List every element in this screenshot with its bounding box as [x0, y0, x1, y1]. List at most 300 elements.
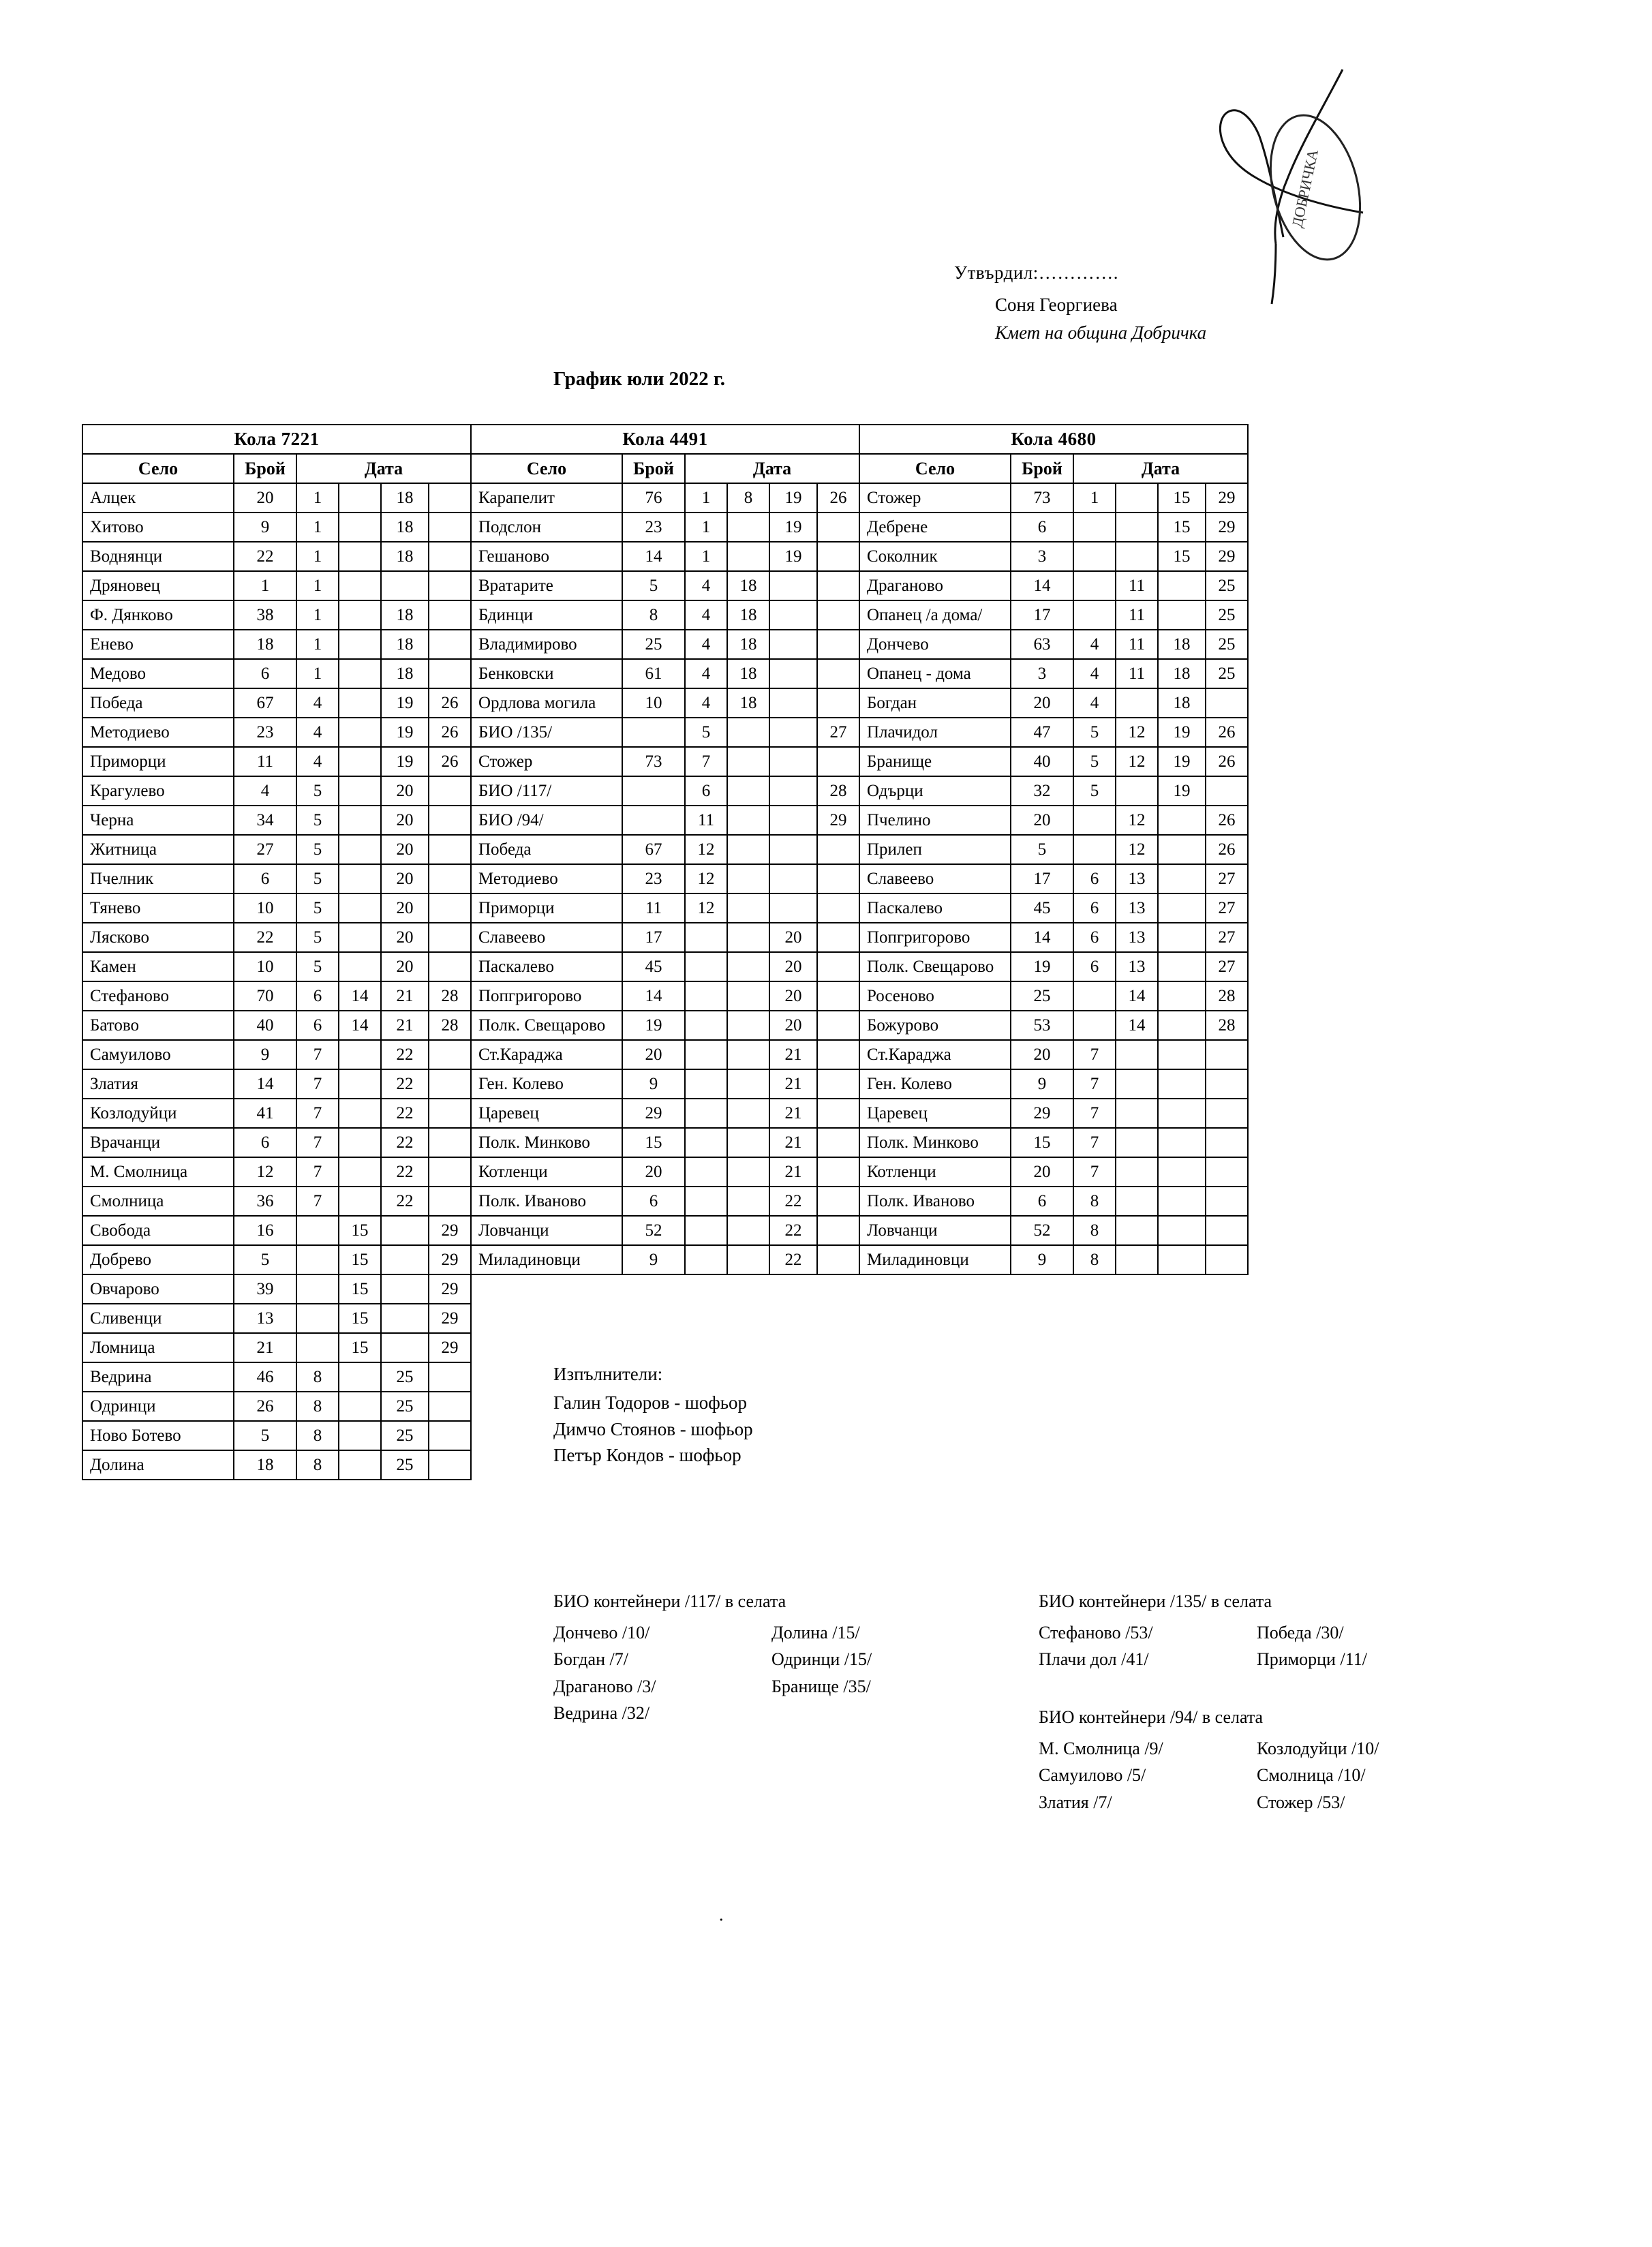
cell-count: 14: [622, 981, 685, 1011]
cell-count: 18: [234, 630, 296, 659]
empty-cell: [859, 1362, 1011, 1392]
cell-date: [339, 542, 381, 571]
cell-count: 5: [1011, 835, 1073, 864]
cell-date: [429, 659, 471, 688]
cell-date: [339, 600, 381, 630]
cell-date: [1158, 1187, 1206, 1216]
table-row: [82, 630, 1248, 659]
cell-village: Ген. Колево: [471, 1069, 622, 1099]
cell-date: 4: [685, 630, 727, 659]
cell-count: 20: [622, 1040, 685, 1069]
header-village: Село: [471, 454, 622, 483]
cell-date: [339, 1450, 381, 1480]
cell-date: 8: [296, 1450, 339, 1480]
cell-village: Полк. Иваново: [471, 1187, 622, 1216]
cell-date: 20: [381, 806, 429, 835]
cell-count: 10: [622, 688, 685, 718]
cell-date: [429, 806, 471, 835]
empty-cell: [1158, 1304, 1206, 1333]
cell-count: 14: [622, 542, 685, 571]
cell-date: [1158, 1040, 1206, 1069]
bio-117-item: Ведрина /32/: [553, 1703, 650, 1724]
empty-cell: [727, 1274, 769, 1304]
cell-village: БИО /117/: [471, 776, 622, 806]
cell-date: 5: [1073, 776, 1116, 806]
cell-date: 27: [1206, 923, 1248, 952]
cell-date: 7: [296, 1040, 339, 1069]
cell-date: 18: [727, 600, 769, 630]
cell-date: [1158, 981, 1206, 1011]
vehicle-header-row: [82, 425, 1248, 454]
cell-date: [769, 747, 817, 776]
cell-date: [727, 1187, 769, 1216]
cell-date: [429, 483, 471, 513]
cell-date: [339, 864, 381, 893]
cell-count: 29: [622, 1099, 685, 1128]
cell-village: БИО /135/: [471, 718, 622, 747]
cell-date: [1116, 542, 1158, 571]
cell-count: 40: [1011, 747, 1073, 776]
cell-village: Свобода: [82, 1216, 234, 1245]
cell-date: 13: [1116, 893, 1158, 923]
empty-cell: [817, 1274, 859, 1304]
cell-date: [339, 1421, 381, 1450]
cell-date: [685, 981, 727, 1011]
cell-date: [381, 1216, 429, 1245]
cell-date: 22: [381, 1157, 429, 1187]
cell-date: [727, 1069, 769, 1099]
cell-date: [339, 571, 381, 600]
cell-village: Методиево: [471, 864, 622, 893]
cell-village: Лясково: [82, 923, 234, 952]
cell-date: [1116, 513, 1158, 542]
cell-date: 18: [381, 600, 429, 630]
cell-date: 26: [1206, 718, 1248, 747]
cell-date: 8: [1073, 1216, 1116, 1245]
cell-date: 18: [1158, 688, 1206, 718]
empty-cell: [769, 1333, 817, 1362]
cell-date: [685, 1069, 727, 1099]
cell-count: 6: [234, 1128, 296, 1157]
cell-date: 6: [685, 776, 727, 806]
cell-village: Бдинци: [471, 600, 622, 630]
cell-date: [381, 1304, 429, 1333]
cell-count: 23: [622, 513, 685, 542]
cell-count: 1: [234, 571, 296, 600]
cell-village: Ново Ботево: [82, 1421, 234, 1450]
cell-date: 8: [296, 1421, 339, 1450]
cell-village: Бранище: [859, 747, 1011, 776]
cell-date: [1158, 1011, 1206, 1040]
empty-cell: [769, 1362, 817, 1392]
cell-count: 45: [622, 952, 685, 981]
empty-cell: [1073, 1450, 1116, 1480]
cell-date: [429, 1187, 471, 1216]
cell-date: 4: [296, 747, 339, 776]
stray-dot-mark: .: [719, 1905, 724, 1925]
cell-date: 18: [727, 688, 769, 718]
cell-date: [727, 1040, 769, 1069]
cell-village: Ст.Караджа: [859, 1040, 1011, 1069]
cell-date: 1: [296, 600, 339, 630]
cell-date: [1158, 600, 1206, 630]
cell-date: 20: [769, 952, 817, 981]
empty-cell: [685, 1333, 727, 1362]
approved-by-label: Утвърдил:………….: [954, 262, 1119, 283]
cell-village: Добрево: [82, 1245, 234, 1274]
cell-date: [381, 1333, 429, 1362]
cell-date: 20: [769, 981, 817, 1011]
cell-date: [429, 542, 471, 571]
cell-count: 11: [234, 747, 296, 776]
cell-date: 4: [1073, 630, 1116, 659]
cell-village: Росеново: [859, 981, 1011, 1011]
cell-count: 63: [1011, 630, 1073, 659]
cell-village: Приморци: [82, 747, 234, 776]
cell-date: [685, 1040, 727, 1069]
cell-date: 15: [1158, 483, 1206, 513]
cell-count: 73: [1011, 483, 1073, 513]
cell-date: 1: [685, 483, 727, 513]
cell-date: 12: [1116, 718, 1158, 747]
cell-count: 10: [234, 893, 296, 923]
cell-count: 39: [234, 1274, 296, 1304]
cell-date: 19: [1158, 718, 1206, 747]
cell-date: 18: [381, 630, 429, 659]
performers-block: [553, 1361, 753, 1468]
cell-date: 29: [429, 1274, 471, 1304]
cell-date: [429, 1362, 471, 1392]
cell-village: Вратарите: [471, 571, 622, 600]
performer-item: Петър Кондов - шофьор: [553, 1444, 741, 1465]
cell-village: Ф. Дянково: [82, 600, 234, 630]
cell-date: [727, 776, 769, 806]
cell-date: [339, 688, 381, 718]
cell-date: 7: [1073, 1069, 1116, 1099]
cell-date: [769, 688, 817, 718]
cell-date: [1073, 981, 1116, 1011]
cell-date: 15: [339, 1216, 381, 1245]
cell-date: [429, 1040, 471, 1069]
cell-count: 53: [1011, 1011, 1073, 1040]
empty-cell: [1116, 1362, 1158, 1392]
cell-date: [296, 1333, 339, 1362]
cell-date: 20: [381, 835, 429, 864]
empty-cell: [817, 1333, 859, 1362]
cell-date: 29: [429, 1304, 471, 1333]
cell-village: Ловчанци: [859, 1216, 1011, 1245]
cell-date: [817, 1245, 859, 1274]
cell-date: [817, 1187, 859, 1216]
bio-94-item: Стожер /53/: [1257, 1792, 1345, 1812]
cell-count: 14: [234, 1069, 296, 1099]
table-row: [82, 864, 1248, 893]
cell-village: Полк. Свещарово: [471, 1011, 622, 1040]
table-row: [82, 600, 1248, 630]
empty-cell: [1011, 1421, 1073, 1450]
bio-94-title: БИО контейнери /94/ в селата: [1039, 1707, 1264, 1727]
empty-cell: [1073, 1304, 1116, 1333]
cell-count: 14: [1011, 571, 1073, 600]
cell-date: 22: [381, 1128, 429, 1157]
cell-date: [1206, 1128, 1248, 1157]
cell-count: 6: [234, 659, 296, 688]
cell-date: [817, 1069, 859, 1099]
cell-village: Алцек: [82, 483, 234, 513]
cell-date: 15: [339, 1333, 381, 1362]
cell-date: 8: [1073, 1245, 1116, 1274]
cell-date: 5: [685, 718, 727, 747]
cell-village: М. Смолница: [82, 1157, 234, 1187]
cell-date: 22: [381, 1099, 429, 1128]
cell-date: 12: [685, 835, 727, 864]
cell-village: Ордлова могила: [471, 688, 622, 718]
cell-village: Смолница: [82, 1187, 234, 1216]
cell-date: 8: [296, 1362, 339, 1392]
table-row: [82, 981, 1248, 1011]
empty-cell: [1011, 1392, 1073, 1421]
cell-date: 29: [1206, 483, 1248, 513]
empty-cell: [1206, 1333, 1248, 1362]
cell-date: 1: [685, 513, 727, 542]
cell-village: Царевец: [471, 1099, 622, 1128]
cell-date: [685, 1187, 727, 1216]
cell-date: 5: [296, 776, 339, 806]
empty-cell: [769, 1392, 817, 1421]
cell-date: [296, 1304, 339, 1333]
table-row: [82, 1333, 1248, 1362]
cell-date: [727, 923, 769, 952]
cell-count: 26: [234, 1392, 296, 1421]
cell-date: 15: [1158, 542, 1206, 571]
cell-date: [769, 718, 817, 747]
table-row: [82, 1304, 1248, 1333]
cell-date: 22: [769, 1245, 817, 1274]
cell-date: [429, 513, 471, 542]
empty-cell: [1011, 1450, 1073, 1480]
cell-date: 21: [769, 1157, 817, 1187]
cell-count: 12: [234, 1157, 296, 1187]
cell-date: [429, 1392, 471, 1421]
cell-date: [339, 483, 381, 513]
cell-date: [685, 1216, 727, 1245]
cell-date: 12: [1116, 747, 1158, 776]
cell-date: [1116, 1099, 1158, 1128]
cell-count: 5: [622, 571, 685, 600]
cell-count: 9: [234, 513, 296, 542]
cell-date: 26: [429, 747, 471, 776]
cell-village: Полк. Минково: [859, 1128, 1011, 1157]
cell-date: [769, 864, 817, 893]
cell-date: 12: [1116, 806, 1158, 835]
bio-94-item: Смолница /10/: [1257, 1765, 1366, 1786]
cell-date: [817, 747, 859, 776]
header-count: Брой: [234, 454, 296, 483]
cell-date: 1: [296, 483, 339, 513]
cell-date: 11: [1116, 630, 1158, 659]
cell-date: 29: [429, 1333, 471, 1362]
cell-date: [1158, 835, 1206, 864]
bio-135-item: Стефаново /53/: [1039, 1622, 1153, 1642]
cell-count: 9: [1011, 1245, 1073, 1274]
empty-cell: [769, 1450, 817, 1480]
cell-village: Подслон: [471, 513, 622, 542]
empty-cell: [685, 1274, 727, 1304]
cell-date: 14: [1116, 981, 1158, 1011]
cell-count: 52: [1011, 1216, 1073, 1245]
cell-date: 19: [1158, 747, 1206, 776]
empty-cell: [727, 1333, 769, 1362]
empty-cell: [1011, 1304, 1073, 1333]
cell-date: [1206, 1099, 1248, 1128]
cell-date: [339, 835, 381, 864]
cell-date: 25: [1206, 659, 1248, 688]
cell-village: Полк. Минково: [471, 1128, 622, 1157]
cell-village: Ведрина: [82, 1362, 234, 1392]
cell-date: 5: [296, 923, 339, 952]
cell-date: 28: [817, 776, 859, 806]
header-village: Село: [82, 454, 234, 483]
empty-cell: [1073, 1362, 1116, 1392]
cell-date: [339, 952, 381, 981]
cell-date: 25: [1206, 571, 1248, 600]
empty-cell: [1158, 1392, 1206, 1421]
bio-94-item: М. Смолница /9/: [1039, 1738, 1163, 1758]
empty-cell: [769, 1304, 817, 1333]
cell-date: 19: [769, 483, 817, 513]
cell-date: [769, 835, 817, 864]
cell-date: [296, 1274, 339, 1304]
cell-village: Медово: [82, 659, 234, 688]
cell-village: Бенковски: [471, 659, 622, 688]
cell-date: [429, 1128, 471, 1157]
cell-date: 19: [769, 542, 817, 571]
cell-date: 26: [1206, 806, 1248, 835]
empty-cell: [727, 1304, 769, 1333]
cell-date: 25: [381, 1450, 429, 1480]
cell-date: 19: [769, 513, 817, 542]
bio-117-item: Драганово /3/: [553, 1676, 656, 1696]
cell-village: Житница: [82, 835, 234, 864]
cell-date: [817, 1157, 859, 1187]
cell-date: 29: [1206, 542, 1248, 571]
cell-village: Карапелит: [471, 483, 622, 513]
cell-village: Врачанци: [82, 1128, 234, 1157]
cell-date: 28: [1206, 981, 1248, 1011]
cell-date: 4: [685, 659, 727, 688]
cell-date: 4: [296, 718, 339, 747]
cell-date: [727, 718, 769, 747]
cell-date: [381, 1274, 429, 1304]
cell-date: 26: [429, 718, 471, 747]
cell-date: 18: [381, 542, 429, 571]
cell-date: 21: [769, 1040, 817, 1069]
cell-date: 5: [296, 835, 339, 864]
cell-date: [1158, 923, 1206, 952]
cell-date: [1116, 1187, 1158, 1216]
cell-date: 1: [1073, 483, 1116, 513]
table-row: [82, 1274, 1248, 1304]
empty-cell: [1011, 1333, 1073, 1362]
cell-date: 25: [381, 1421, 429, 1450]
cell-village: Опанец /а дома/: [859, 600, 1011, 630]
cell-date: 14: [339, 981, 381, 1011]
table-row: [82, 1157, 1248, 1187]
cell-count: 9: [622, 1245, 685, 1274]
cell-village: Славеево: [471, 923, 622, 952]
empty-cell: [1206, 1304, 1248, 1333]
cell-date: [727, 1216, 769, 1245]
cell-date: 19: [381, 688, 429, 718]
cell-date: [769, 806, 817, 835]
table-row: [82, 776, 1248, 806]
cell-village: Батово: [82, 1011, 234, 1040]
cell-date: 22: [769, 1187, 817, 1216]
cell-date: [339, 1392, 381, 1421]
cell-date: 4: [685, 571, 727, 600]
cell-date: 5: [1073, 747, 1116, 776]
cell-date: [429, 1069, 471, 1099]
cell-date: 11: [1116, 571, 1158, 600]
cell-date: 6: [296, 981, 339, 1011]
empty-cell: [1158, 1450, 1206, 1480]
cell-date: [339, 923, 381, 952]
cell-date: [727, 806, 769, 835]
cell-date: 21: [381, 1011, 429, 1040]
cell-date: 19: [1158, 776, 1206, 806]
cell-count: 23: [622, 864, 685, 893]
bio-135-block: [1039, 1588, 1475, 1673]
header-date: Дата: [1073, 454, 1248, 483]
cell-village: Воднянци: [82, 542, 234, 571]
cell-date: 6: [1073, 864, 1116, 893]
cell-count: 20: [1011, 688, 1073, 718]
cell-date: [817, 688, 859, 718]
cell-date: [685, 952, 727, 981]
cell-count: 6: [234, 864, 296, 893]
cell-date: [339, 630, 381, 659]
cell-date: [1206, 1216, 1248, 1245]
cell-date: 18: [381, 483, 429, 513]
cell-date: 20: [381, 952, 429, 981]
cell-date: [727, 981, 769, 1011]
cell-date: 11: [1116, 659, 1158, 688]
table-row: [82, 747, 1248, 776]
cell-village: Миладиновци: [859, 1245, 1011, 1274]
cell-date: 18: [1158, 659, 1206, 688]
cell-count: 19: [622, 1011, 685, 1040]
table-row: [82, 952, 1248, 981]
header-count: Брой: [1011, 454, 1073, 483]
cell-date: [1206, 1245, 1248, 1274]
cell-date: 28: [429, 1011, 471, 1040]
cell-date: [429, 600, 471, 630]
cell-count: 19: [1011, 952, 1073, 981]
cell-count: 14: [1011, 923, 1073, 952]
empty-cell: [1116, 1304, 1158, 1333]
bio-94-right-column: [1257, 1735, 1475, 1816]
cell-date: 6: [1073, 952, 1116, 981]
cell-village: Сливенци: [82, 1304, 234, 1333]
cell-date: 26: [817, 483, 859, 513]
cell-date: [1206, 1040, 1248, 1069]
cell-date: [1158, 1128, 1206, 1157]
empty-cell: [859, 1274, 1011, 1304]
cell-date: 25: [381, 1392, 429, 1421]
cell-date: [769, 659, 817, 688]
cell-date: [1206, 1069, 1248, 1099]
cell-village: Одринци: [82, 1392, 234, 1421]
